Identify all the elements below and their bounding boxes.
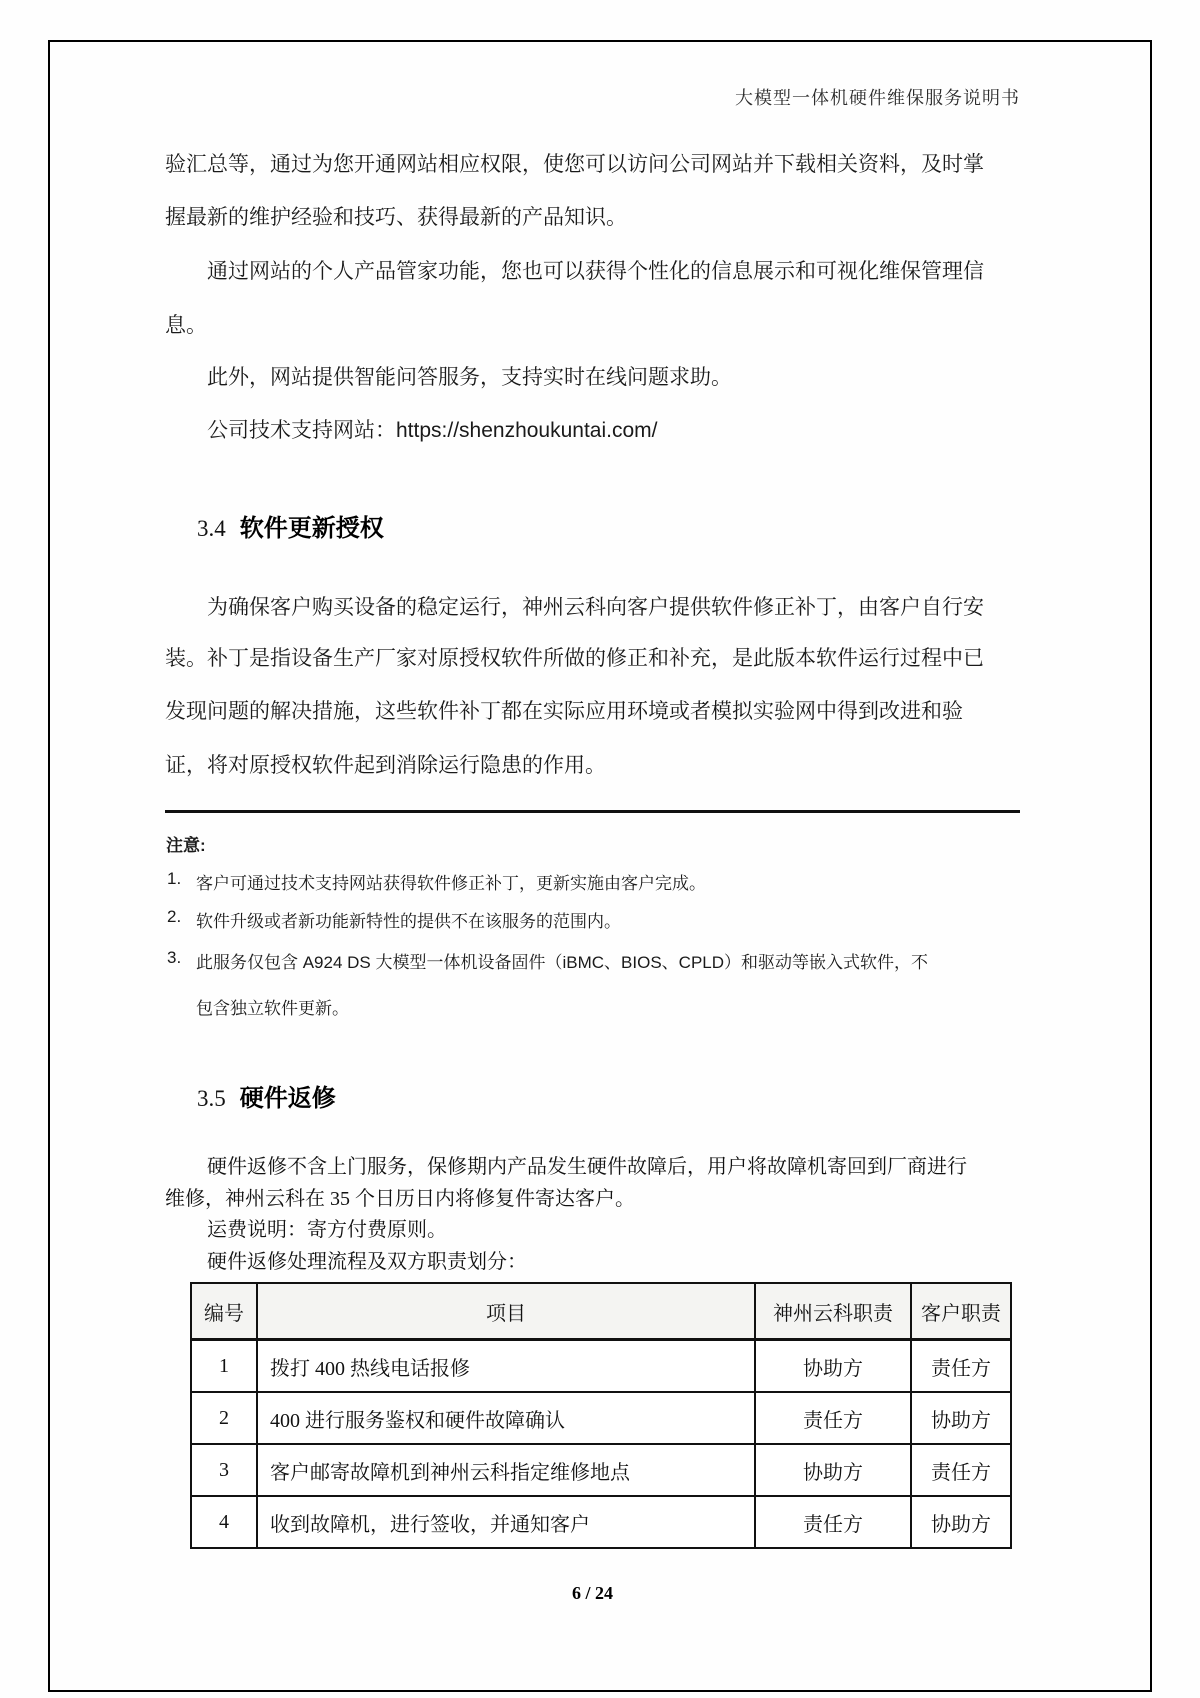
table-row <box>191 1340 1011 1393</box>
paragraph-line: 此外，网站提供智能问答服务，支持实时在线问题求助。 <box>207 366 732 389</box>
paragraph-line: 证，将对原授权软件起到消除运行隐患的作用。 <box>165 754 606 777</box>
table-cell-customer-role: 协助方 <box>911 1496 1011 1548</box>
paragraph-line: 为确保客户购买设备的稳定运行，神州云科向客户提供软件修正补丁，由客户自行安 <box>207 596 984 619</box>
paragraph-line: 硬件返修不含上门服务，保修期内产品发生硬件故障后，用户将故障机寄回到厂商进行 <box>207 1156 967 1178</box>
notice-item-number: 3. <box>167 948 182 967</box>
notice-item-text: 客户可通过技术支持网站获得软件修正补丁，更新实施由客户完成。 <box>196 874 706 893</box>
table-cell-vendor-role: 责任方 <box>755 1392 911 1444</box>
notice-label: 注意: <box>166 836 206 855</box>
paragraph-line: 维修，神州云科在 35 个日历日内将修复件寄达客户。 <box>165 1188 635 1210</box>
paragraph-line: 硬件返修处理流程及双方职责划分： <box>207 1251 527 1273</box>
table-cell-customer-role: 责任方 <box>911 1444 1011 1496</box>
table-cell-item: 客户邮寄故障机到神州云科指定维修地点 <box>257 1444 755 1496</box>
notice-divider <box>165 810 1020 813</box>
paragraph-line: 息。 <box>165 314 207 337</box>
paragraph-line: 运费说明：寄方付费原则。 <box>207 1219 447 1241</box>
table-cell-number: 1 <box>191 1340 257 1393</box>
table-cell-vendor-role: 协助方 <box>755 1340 911 1393</box>
section-heading-3-4 <box>197 508 384 543</box>
section-title: 硬件返修 <box>239 1085 336 1112</box>
notice-item-text: 此服务仅包含 A924 DS 大模型一体机设备固件（iBMC、BIOS、CPLD）和驱动等嵌入式软件，不 <box>196 953 929 972</box>
responsibility-table <box>190 1282 1012 1549</box>
table-header-cell: 客户职责 <box>911 1283 1011 1340</box>
notice-item-number: 1. <box>167 869 182 888</box>
table-header-row <box>191 1283 1011 1340</box>
page-number: 6 / 24 <box>571 1583 613 1603</box>
table-cell-number: 3 <box>191 1444 257 1496</box>
notice-item-text: 包含独立软件更新。 <box>196 999 349 1018</box>
table-cell-item: 拨打 400 热线电话报修 <box>257 1340 755 1393</box>
paragraph-line: 验汇总等，通过为您开通网站相应权限，使您可以访问公司网站并下载相关资料，及时掌 <box>165 153 984 176</box>
table-row <box>191 1444 1011 1496</box>
table-header-cell: 神州云科职责 <box>755 1283 911 1340</box>
table-cell-vendor-role: 协助方 <box>755 1444 911 1496</box>
paragraph-line: 发现问题的解决措施，这些软件补丁都在实际应用环境或者模拟实验网中得到改进和验 <box>165 700 963 723</box>
paragraph-line: 通过网站的个人产品管家功能，您也可以获得个性化的信息展示和可视化维保管理信 <box>207 260 984 283</box>
paragraph-line: 握最新的维护经验和技巧、获得最新的产品知识。 <box>165 206 627 229</box>
section-number: 3.4 <box>197 516 226 541</box>
page-header: 大模型一体机硬件维保服务说明书 <box>735 88 1020 108</box>
paragraph-line: 装。补丁是指设备生产厂家对原授权软件所做的修正和补充，是此版本软件运行过程中已 <box>165 647 984 670</box>
table-header-cell: 编号 <box>191 1283 257 1340</box>
support-website-line: 公司技术支持网站：https://shenzhoukuntai.com/ <box>207 419 658 442</box>
table-cell-customer-role: 协助方 <box>911 1392 1011 1444</box>
table-cell-vendor-role: 责任方 <box>755 1496 911 1548</box>
table-cell-customer-role: 责任方 <box>911 1340 1011 1393</box>
table-cell-number: 4 <box>191 1496 257 1548</box>
table-row <box>191 1496 1011 1548</box>
notice-item-text: 软件升级或者新功能新特性的提供不在该服务的范围内。 <box>196 912 621 931</box>
section-title: 软件更新授权 <box>239 515 384 542</box>
section-number: 3.5 <box>197 1086 226 1111</box>
table-row <box>191 1392 1011 1444</box>
notice-item-number: 2. <box>167 907 182 926</box>
table-cell-item: 收到故障机，进行签收，并通知客户 <box>257 1496 755 1548</box>
section-heading-3-5 <box>197 1078 336 1113</box>
table-header-cell: 项目 <box>257 1283 755 1340</box>
table-cell-item: 400 进行服务鉴权和硬件故障确认 <box>257 1392 755 1444</box>
table-cell-number: 2 <box>191 1392 257 1444</box>
